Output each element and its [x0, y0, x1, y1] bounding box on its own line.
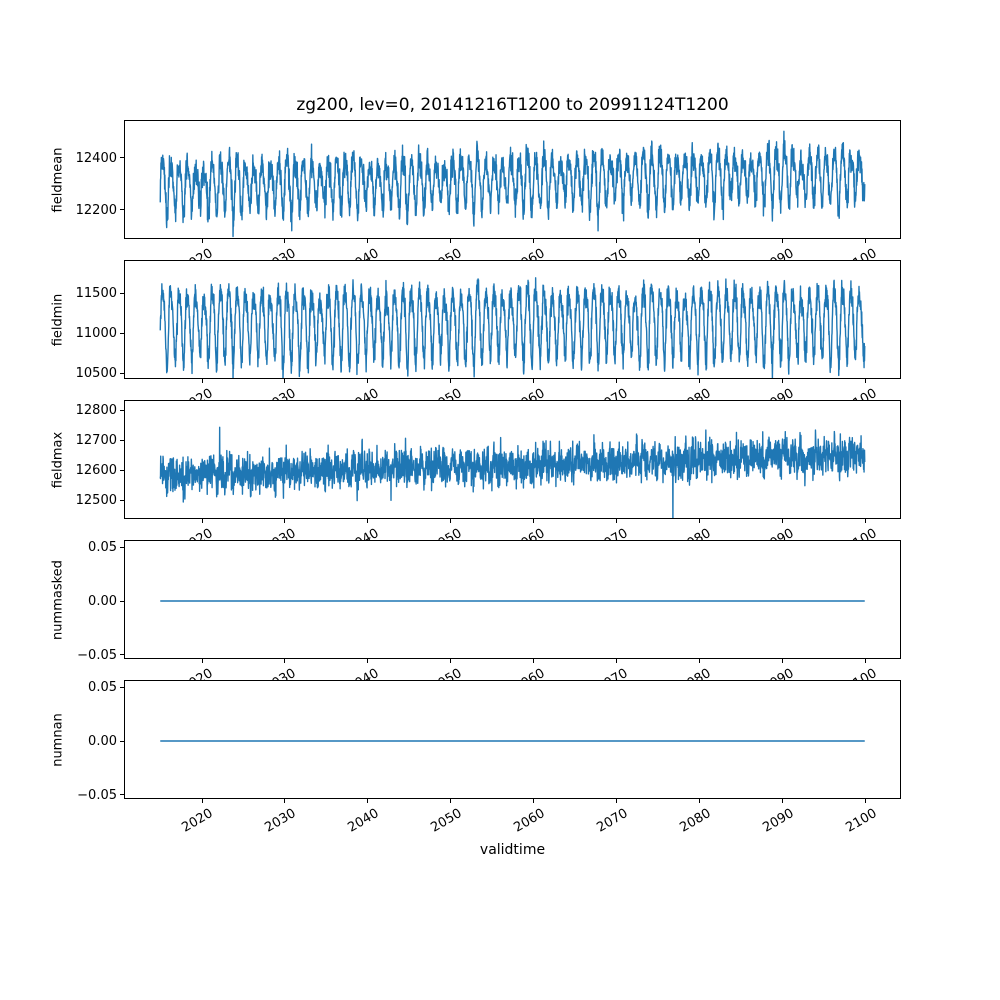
xtick-label: 2040 — [345, 806, 382, 836]
ytick-label: 12600 — [75, 463, 117, 478]
xtick-label: 2070 — [594, 806, 631, 836]
xtick-label: 2060 — [511, 806, 548, 836]
xtick-mark — [202, 799, 203, 803]
xtick-mark — [367, 239, 368, 243]
subplot-numnan — [50, 680, 901, 836]
xtick-mark — [699, 799, 700, 803]
xtick-mark — [284, 239, 285, 243]
ytick-label: 12400 — [75, 150, 117, 166]
xtick-mark — [284, 379, 285, 383]
plot-area-numnan — [125, 681, 900, 798]
plot-line-fieldmean — [160, 131, 865, 236]
ytick-mark — [120, 209, 124, 210]
xtick-mark — [533, 799, 534, 803]
xtick-mark — [284, 519, 285, 523]
xtick-mark — [782, 239, 783, 243]
xtick-mark — [616, 659, 617, 663]
plot-area-fieldmean — [125, 121, 900, 238]
xtick-mark — [202, 239, 203, 243]
xtick-mark — [699, 659, 700, 663]
ytick-mark — [120, 741, 124, 742]
xtick-mark — [782, 799, 783, 803]
ytick-label: 10500 — [75, 366, 117, 381]
ytick-mark — [120, 373, 124, 374]
xtick-mark — [450, 519, 451, 523]
xtick-mark — [865, 519, 866, 523]
xtick-mark — [782, 379, 783, 383]
ytick-label: 12700 — [75, 433, 117, 448]
subplot-fieldmax — [50, 400, 901, 519]
xtick-mark — [865, 379, 866, 383]
ytick-mark — [120, 687, 124, 688]
xtick-mark — [367, 519, 368, 523]
ytick-label: −0.05 — [77, 647, 117, 663]
xtick-mark — [450, 659, 451, 663]
xtick-mark — [367, 659, 368, 663]
ytick-mark — [120, 157, 124, 158]
xtick-mark — [616, 519, 617, 523]
plot-area-nummasked — [125, 541, 900, 658]
ytick-mark — [120, 547, 124, 548]
ytick-mark — [120, 794, 124, 795]
xtick-mark — [367, 379, 368, 383]
xtick-label: 2080 — [677, 806, 714, 836]
y-axis-label: nummasked — [50, 559, 66, 640]
ytick-label: 0.05 — [88, 540, 117, 555]
plot-line-fieldmax — [160, 427, 865, 518]
y-axis-label: fieldmean — [50, 147, 66, 212]
ytick-label: 0.05 — [88, 680, 117, 695]
xtick-mark — [284, 659, 285, 663]
ytick-mark — [120, 500, 124, 501]
subplot-nummasked — [50, 540, 901, 663]
xtick-mark — [533, 659, 534, 663]
xtick-mark — [367, 799, 368, 803]
xtick-mark — [616, 239, 617, 243]
ytick-mark — [120, 470, 124, 471]
xtick-mark — [450, 239, 451, 243]
ytick-mark — [120, 440, 124, 441]
plot-area-fieldmin — [125, 261, 900, 378]
xtick-mark — [616, 379, 617, 383]
xtick-mark — [450, 799, 451, 803]
xtick-label: 2090 — [759, 806, 797, 836]
chart-title: zg200, lev=0, 20141216T1200 to 20991124T1200 — [296, 95, 729, 115]
ytick-mark — [120, 293, 124, 294]
subplot-fieldmin — [50, 260, 901, 381]
ytick-mark — [120, 333, 124, 334]
ytick-mark — [120, 601, 124, 602]
ytick-label: 12500 — [75, 493, 117, 508]
xtick-mark — [533, 239, 534, 243]
ytick-label: 12800 — [75, 403, 117, 418]
y-axis-label: fieldmin — [50, 293, 66, 346]
ytick-label: 12200 — [75, 202, 117, 218]
y-axis-label: numnan — [50, 712, 66, 767]
ytick-mark — [120, 410, 124, 411]
xtick-mark — [202, 379, 203, 383]
y-axis-label: fieldmax — [50, 431, 66, 488]
ytick-label: 0.00 — [88, 734, 117, 749]
xtick-mark — [284, 799, 285, 803]
ytick-mark — [120, 654, 124, 655]
xtick-label: 2050 — [428, 806, 465, 836]
plot-area-fieldmax — [125, 401, 900, 518]
plot-line-fieldmin — [160, 278, 865, 378]
xtick-mark — [699, 519, 700, 523]
xtick-mark — [616, 799, 617, 803]
xtick-mark — [865, 659, 866, 663]
xtick-mark — [699, 379, 700, 383]
xtick-mark — [533, 379, 534, 383]
x-axis-label: validtime — [479, 842, 546, 858]
ytick-label: 0.00 — [88, 594, 117, 609]
xtick-mark — [699, 239, 700, 243]
xtick-mark — [533, 519, 534, 523]
xtick-mark — [202, 519, 203, 523]
xtick-label: 2030 — [262, 806, 299, 836]
xtick-mark — [202, 659, 203, 663]
ytick-label: 11000 — [75, 326, 117, 341]
subplot-fieldmean — [50, 120, 901, 239]
ytick-label: −0.05 — [77, 787, 117, 803]
xtick-mark — [782, 659, 783, 663]
ytick-label: 11500 — [75, 286, 117, 301]
xtick-mark — [450, 379, 451, 383]
xtick-mark — [865, 239, 866, 243]
xtick-mark — [782, 519, 783, 523]
xtick-mark — [865, 799, 866, 803]
xtick-label: 2100 — [842, 806, 880, 836]
xtick-label: 2020 — [179, 806, 216, 836]
